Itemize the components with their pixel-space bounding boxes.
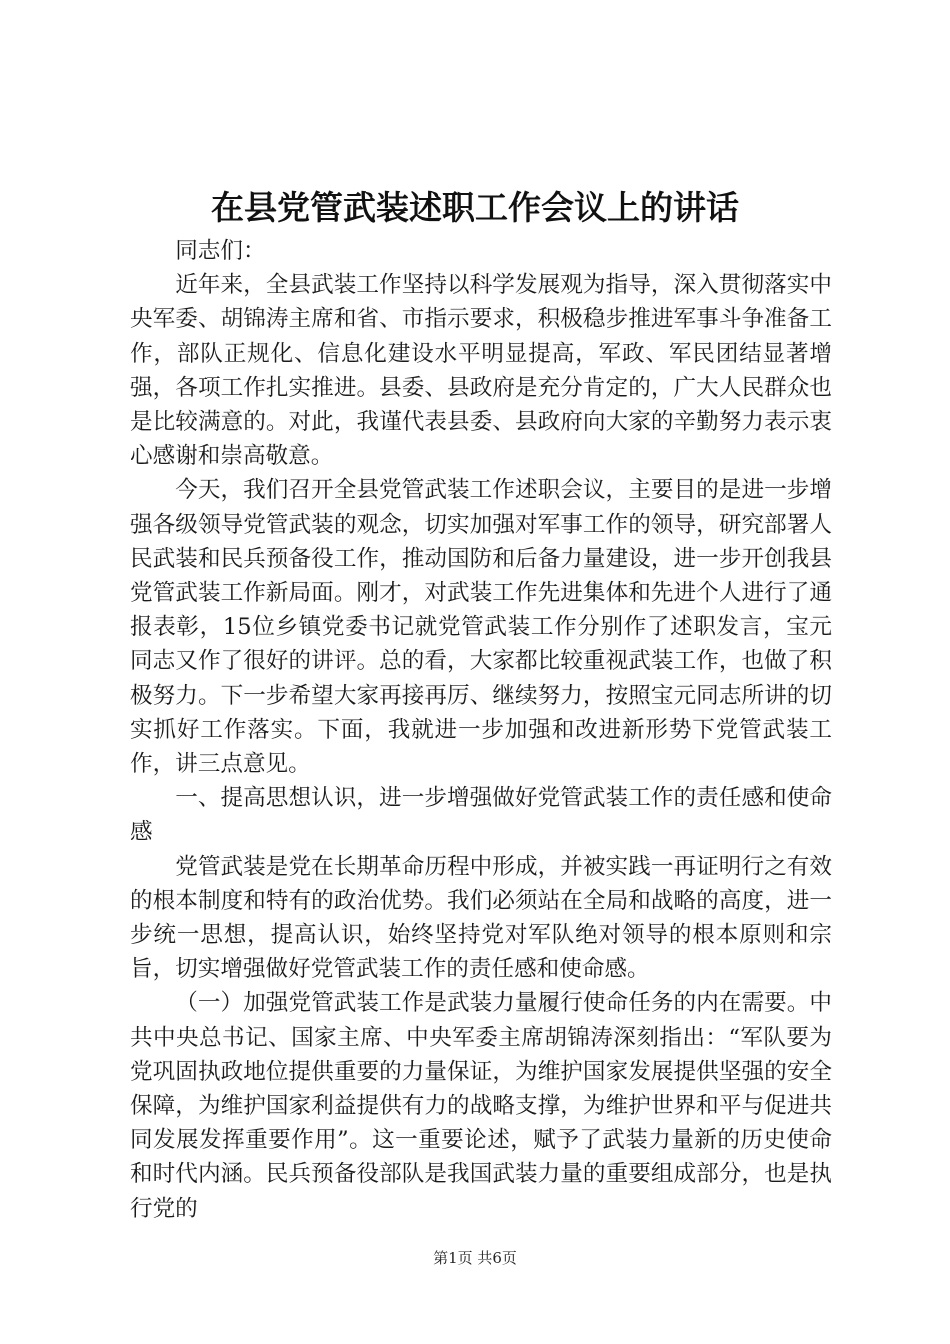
page-number: 第1页 共6页 [433,1249,517,1267]
paragraph-subsection-1: （一）加强党管武装工作是武装力量履行使命任务的内在需要。中共中央总书记、国家主席、中央军委主席胡锦涛深刻指出：“军队要为党巩固执政地位提供重要的力量保证，为维护国家发展提供坚强的安全保障，为维护国家利益提供有力的战略支撑，为维护世界和平与促进共同发展发挥重要作用”。这一重要论述，赋予了武装力量新的历史使命和时代内涵。民兵预备役部队是我国武装力量的重要组成部分，也是执行党的 [130,990,832,1222]
greeting: 同志们： [175,238,266,264]
document-body [130,234,832,1226]
paragraph-meeting-purpose: 今天，我们召开全县党管武装工作述职会议，主要目的是进一步增强各级领导党管武装的观念，切实加强对军事工作的领导，研究部署人民武装和民兵预备役工作，推动国防和后备力量建设，进一步开创我县党管武装工作新局面。刚才，对武装工作先进集体和先进个人进行了通报表彰，15位乡镇党委书记就党管武装工作分别作了述职发言，宝元同志又作了很好的讲评。总的看，大家都比较重视武装工作，也做了积极努力。下一步希望大家再接再厉、继续努力，按照宝元同志所讲的切实抓好工作落实。下面，我就进一步加强和改进新形势下党管武装工作，讲三点意见。 [130,477,832,778]
section-heading-1: 一、提高思想认识，进一步增强做好党管武装工作的责任感和使命感 [130,785,832,846]
paragraph-party-control: 党管武装是党在长期革命历程中形成，并被实践一再证明行之有效的根本制度和特有的政治优势。我们必须站在全局和战略的高度，进一步统一思想，提高认识，始终坚持党对军队绝对领导的根本原则和宗旨，切实增强做好党管武装工作的责任感和使命感。 [130,853,832,983]
document-title: 在县党管武装述职工作会议上的讲话 [211,188,739,227]
paragraph-intro: 近年来，全县武装工作坚持以科学发展观为指导，深入贯彻落实中央军委、胡锦涛主席和省、市指示要求，积极稳步推进军事斗争准备工作，部队正规化、信息化建设水平明显提高，军政、军民团结显著增强，各项工作扎实推进。县委、县政府是充分肯定的，广大人民群众也是比较满意的。对此，我谨代表县委、县政府向大家的辛勤努力表示衷心感谢和崇高敬意。 [130,272,832,470]
